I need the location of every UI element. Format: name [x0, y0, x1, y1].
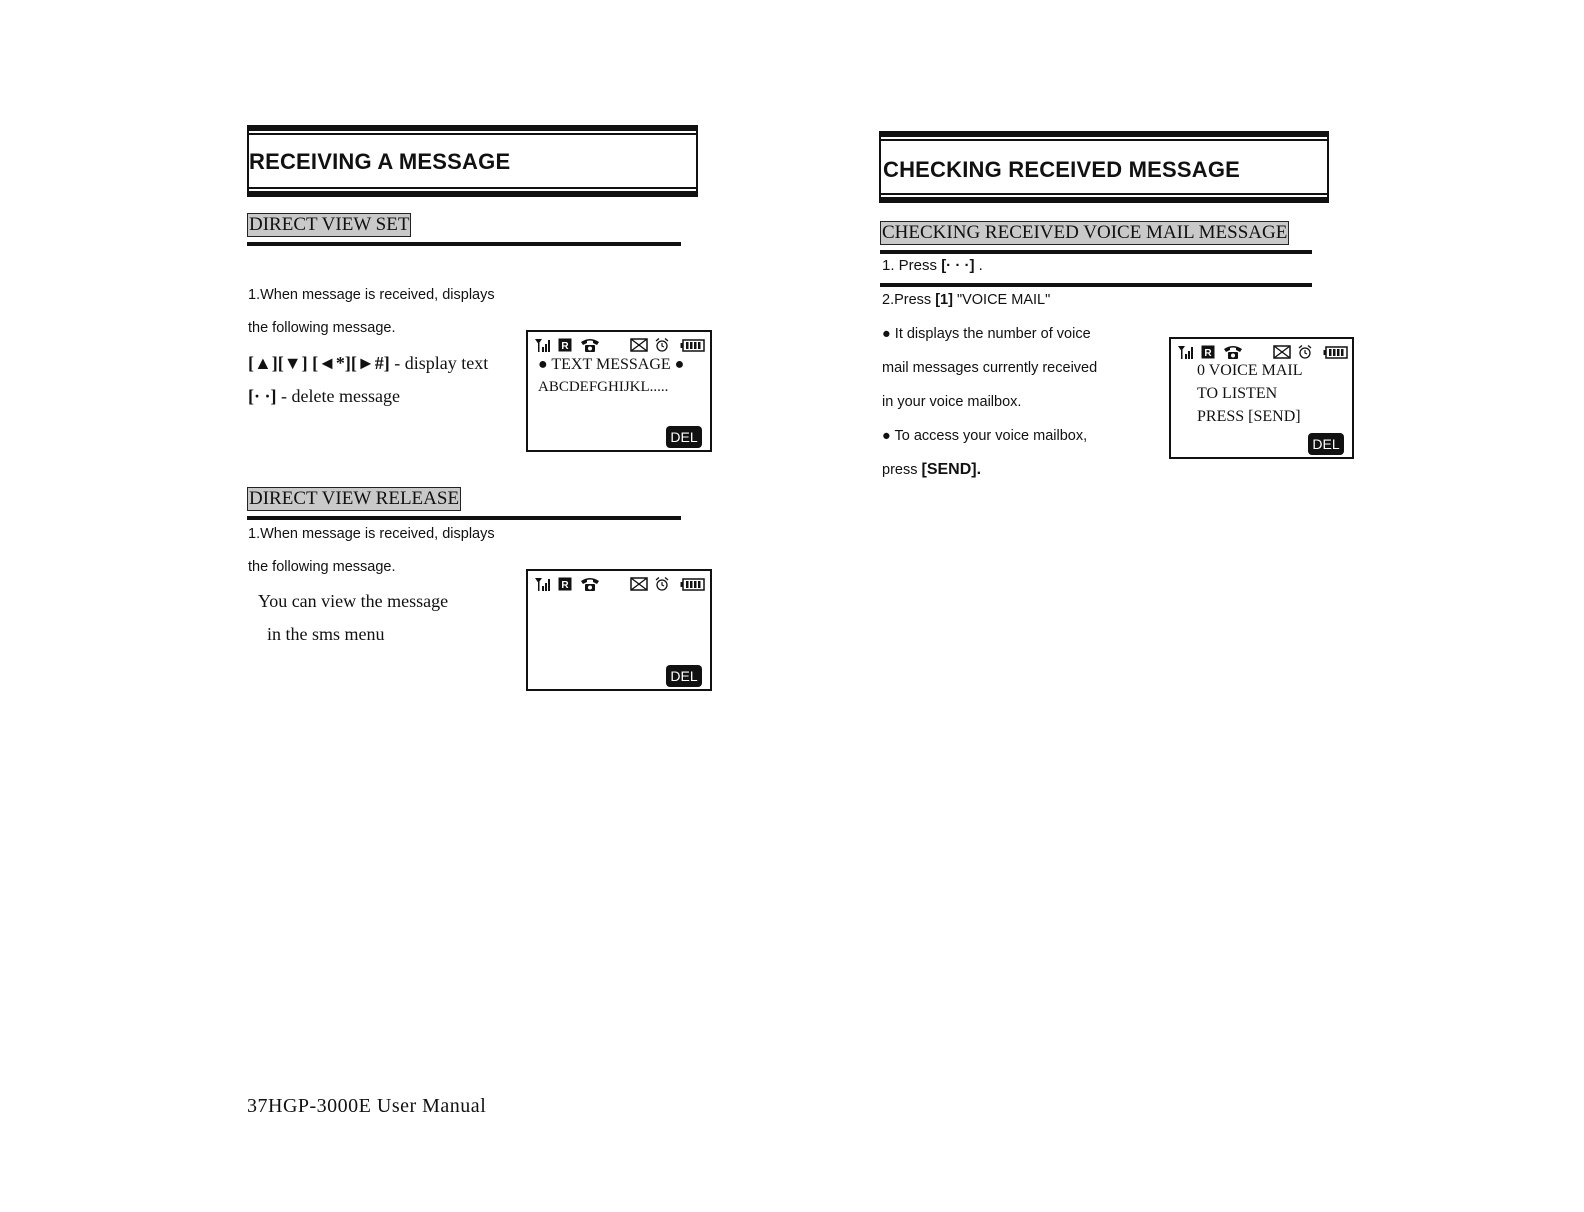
svg-text:R: R: [1204, 348, 1212, 359]
step1-suffix: .: [974, 257, 983, 274]
signal-icon: [534, 337, 552, 353]
signal-icon: [534, 576, 552, 592]
step2-key: [1]: [935, 292, 953, 308]
step2-suffix: "VOICE MAIL": [952, 292, 1051, 308]
checking-title: CHECKING RECEIVED MESSAGE: [883, 157, 1241, 182]
alarm-icon: [654, 337, 670, 353]
delete-line: [248, 386, 400, 407]
status-icons: [534, 337, 704, 353]
del-button[interactable]: DEL: [666, 665, 702, 687]
direct-view-release-header: DIRECT VIEW RELEASE: [249, 488, 460, 509]
bullet2-line1: ● To access your voice mailbox,: [882, 428, 1088, 444]
phone-icon: [580, 576, 600, 592]
step2-line: [882, 292, 1050, 308]
footer-manual-title: 37HGP-3000E User Manual: [247, 1095, 487, 1117]
nav-keys-line: [248, 353, 488, 374]
del-desc: - delete message: [276, 386, 400, 406]
release-line2: the following message.: [248, 559, 396, 575]
roaming-icon: [558, 337, 572, 353]
bullet1-line3: in your voice mailbox.: [882, 394, 1022, 410]
envelope-icon: [630, 576, 648, 592]
alarm-icon: [654, 576, 670, 592]
screen-line2: TO LISTEN: [1197, 385, 1278, 402]
phone-icon: [1223, 344, 1243, 360]
envelope-icon: [630, 337, 648, 353]
nav-keys: [▲][▼] [◄*][►#]: [248, 353, 390, 373]
checking-title-box: [879, 131, 1329, 203]
roaming-icon: [1201, 344, 1215, 360]
receiving-title: RECEIVING A MESSAGE: [249, 149, 511, 174]
phone-screen-text-message: [526, 330, 712, 452]
section-rule: [880, 250, 1312, 254]
step1-prefix: 1. Press: [882, 257, 942, 274]
del-button[interactable]: DEL: [666, 426, 702, 448]
svg-text:R: R: [561, 341, 569, 352]
section-rule: [880, 283, 1312, 287]
envelope-icon: [1273, 344, 1291, 360]
voice-mail-header: CHECKING RECEIVED VOICE MAIL MESSAGE: [882, 222, 1288, 243]
status-icons: [534, 576, 704, 592]
screen-line1: ● TEXT MESSAGE ●: [538, 356, 685, 373]
nav-desc: - display text: [389, 353, 489, 373]
release-note1: You can view the message: [258, 591, 449, 611]
battery-icon: [680, 576, 706, 592]
release-note2: in the sms menu: [267, 624, 385, 644]
phone-screen-blank: [526, 569, 712, 691]
receiving-title-box: [247, 125, 698, 197]
phone-icon: [580, 337, 600, 353]
bullet2-line2: [882, 461, 981, 479]
bullet1-line1: ● It displays the number of voice: [882, 326, 1091, 342]
bullet2-key: [SEND].: [921, 461, 982, 478]
battery-icon: [680, 337, 706, 353]
screen-line2: ABCDEFGHIJKL.....: [538, 379, 669, 395]
status-icons: [1177, 344, 1346, 360]
del-button[interactable]: DEL: [1308, 433, 1344, 455]
bullet1-line2: mail messages currently received: [882, 360, 1098, 376]
svg-text:R: R: [561, 580, 569, 591]
step2-prefix: 2.Press: [882, 292, 936, 308]
direct-view-set-header: DIRECT VIEW SET: [249, 214, 410, 235]
set-line2: the following message.: [248, 320, 396, 336]
section-rule: [247, 516, 681, 520]
roaming-icon: [558, 576, 572, 592]
set-line1: 1.When message is received, displays: [248, 287, 495, 303]
phone-screen-voice-mail: [1169, 337, 1354, 459]
step1-key: [· · ·]: [941, 257, 975, 274]
del-key: [· ·]: [248, 386, 277, 406]
screen-line1: 0 VOICE MAIL: [1197, 362, 1303, 379]
bullet2-prefix: press: [882, 462, 922, 478]
release-line1: 1.When message is received, displays: [248, 526, 495, 542]
signal-icon: [1177, 344, 1195, 360]
step1-line: [882, 257, 983, 274]
battery-icon: [1323, 344, 1349, 360]
section-rule: [247, 242, 681, 246]
alarm-icon: [1297, 344, 1313, 360]
screen-line3: PRESS [SEND]: [1197, 408, 1301, 425]
